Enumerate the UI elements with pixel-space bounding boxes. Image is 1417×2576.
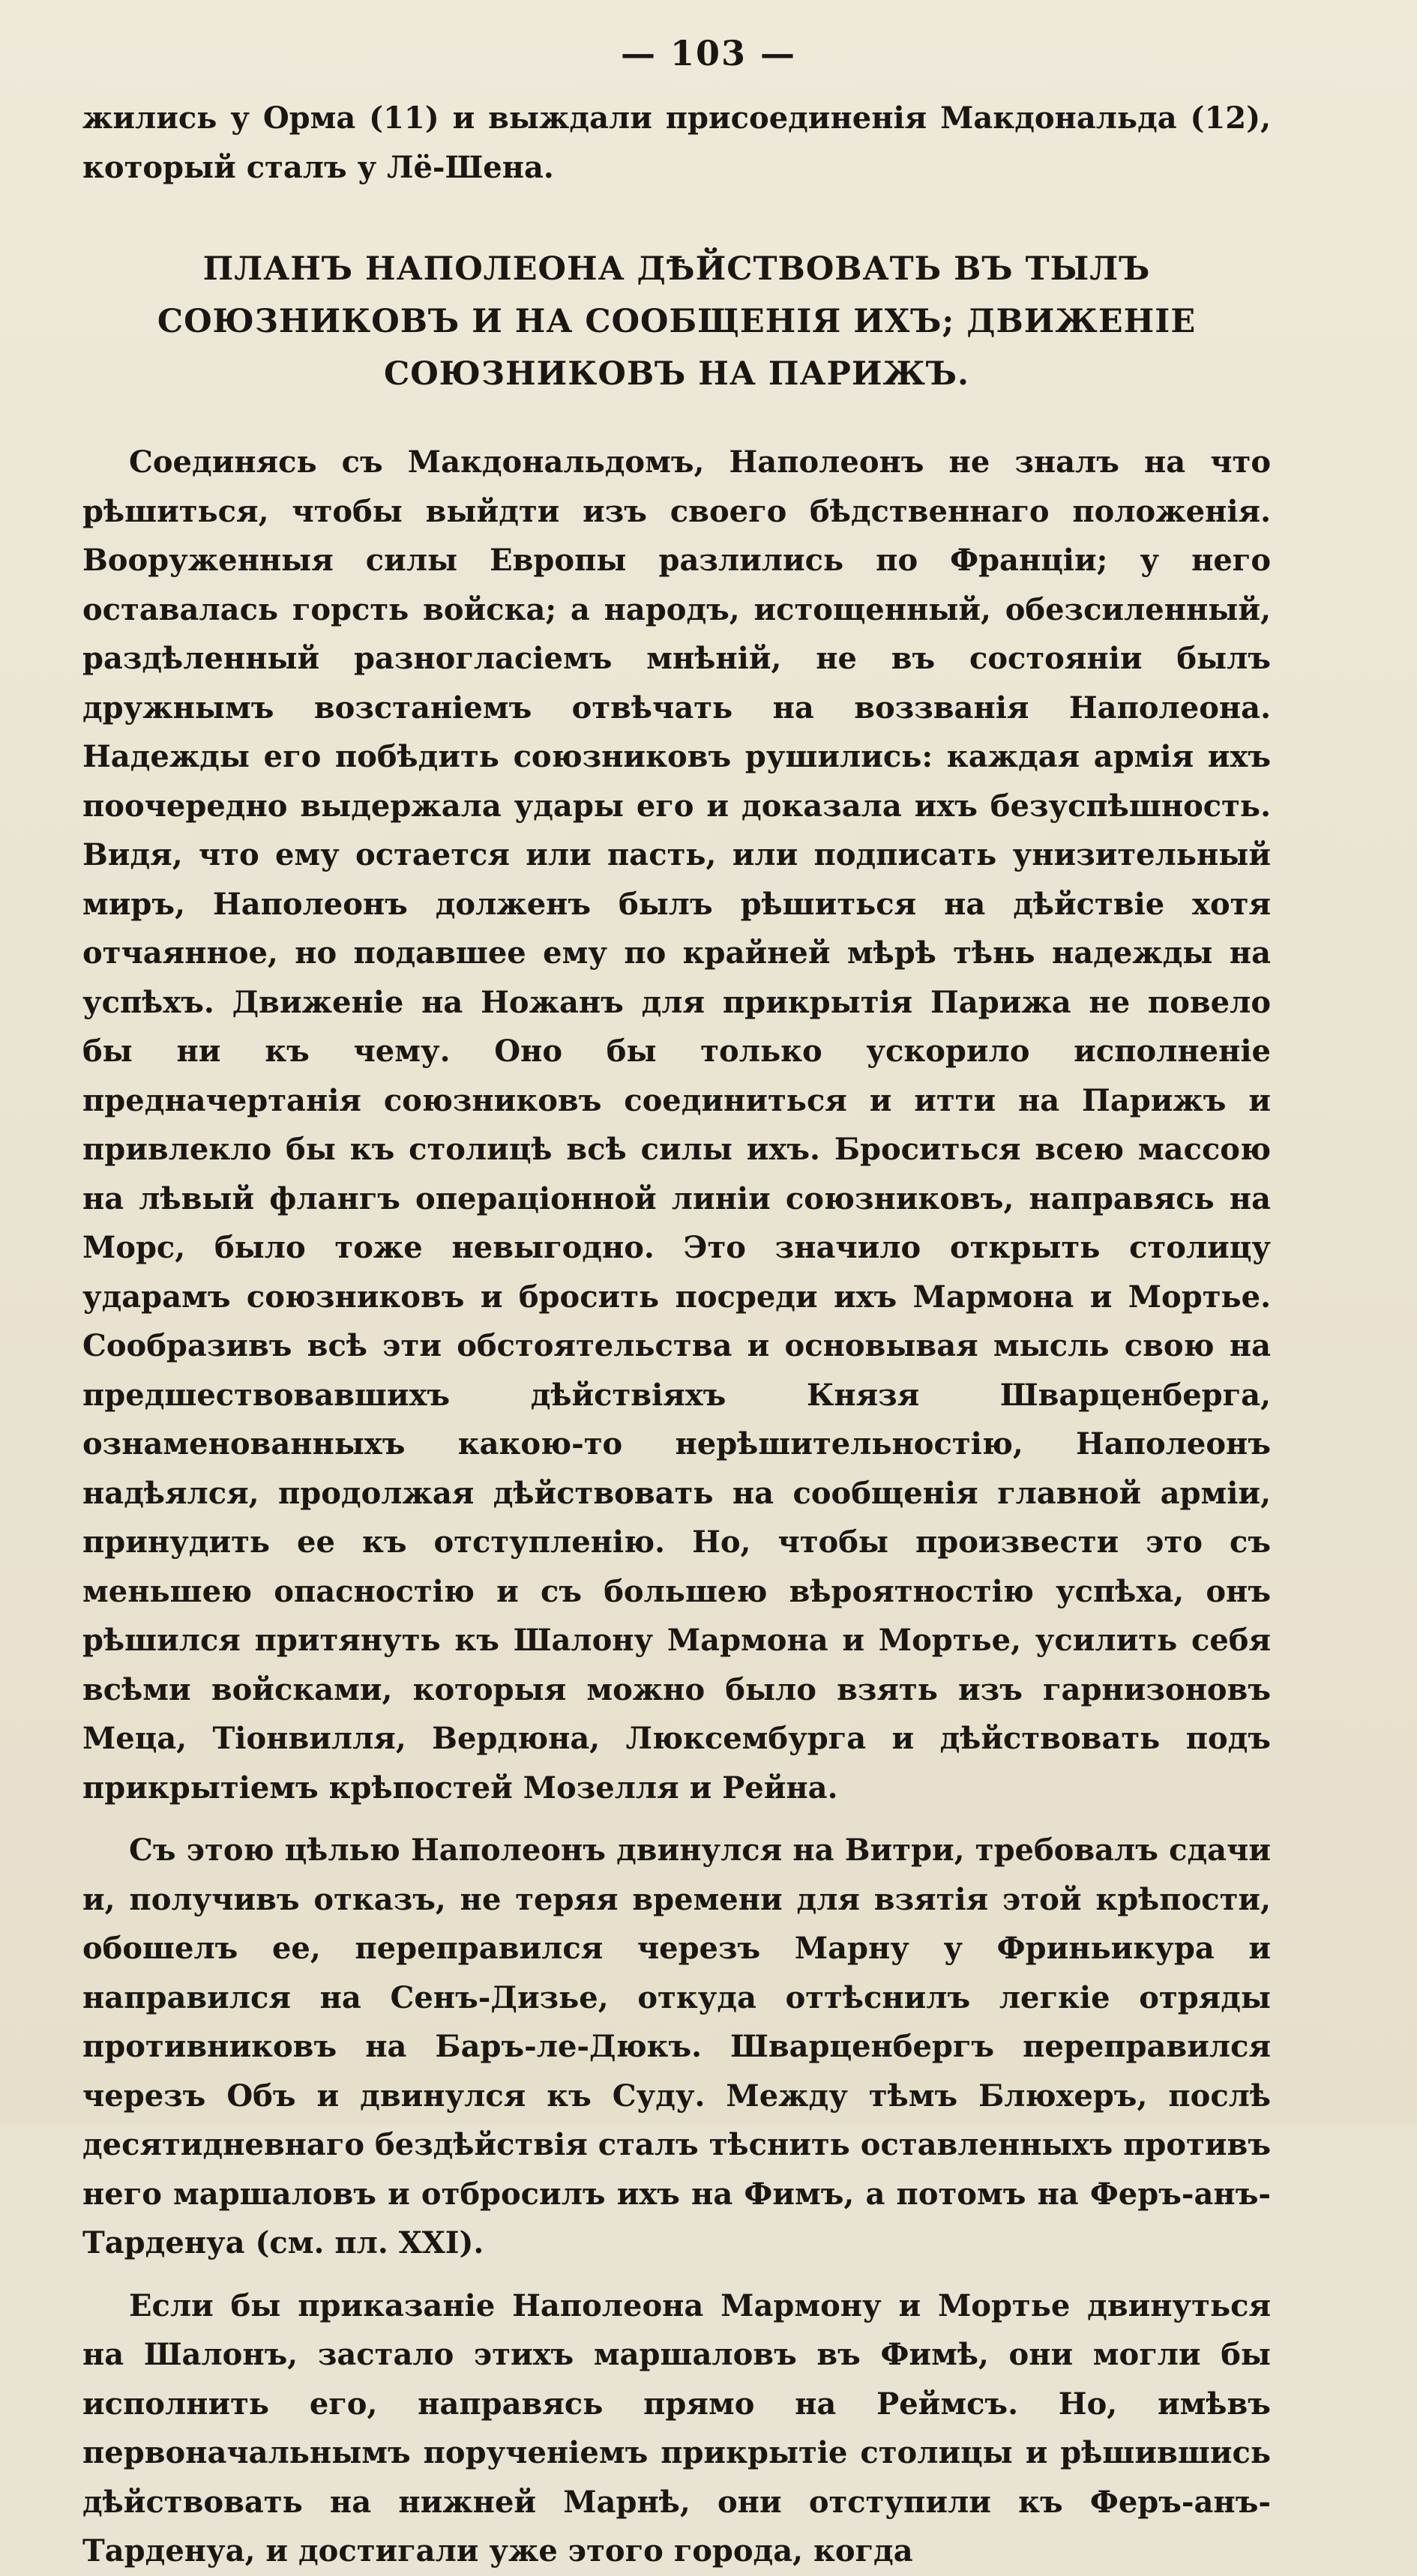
body-paragraph-1: Соединясь съ Макдональдомъ, Наполеонъ не зналъ на что рѣшиться, чтобы выйдти изъ своего бѣдственнаго положенія. Вооруженныя силы Европы разлились по Франціи; у него оставалась горсть войска; а народъ, истощенный, обезсиленный, раздѣленный разногласіемъ мнѣній, не въ состояніи былъ дружнымъ возстаніемъ отвѣчать на воззванія Наполеона. Надежды его побѣдить союзниковъ рушились: каждая армія ихъ поочередно выдержала удары его и доказала ихъ безуспѣшность. Видя, что ему остается или пасть, или подписать унизительный миръ, Наполеонъ долженъ былъ рѣшиться на дѣйствіе хотя отчаянное, но подавшее ему по крайней мѣрѣ тѣнь надежды на успѣхъ. Движеніе на Ножанъ для прикрытія Парижа не повело бы ни къ чему. Оно бы только ускорило исполненіе предначертанія союзниковъ соединиться и итти на Парижъ и привлекло бы къ столицѣ всѣ силы ихъ. Броситься всею массою на лѣвый флангъ операціонной линіи союзниковъ, направясь на Морс, было тоже невыгодно. Это значило открыть столицу ударамъ союзниковъ и бросить посреди ихъ Мармона и Мортье. Сообразивъ всѣ эти обстоятельства и основывая мысль свою на предшествовавшихъ дѣйствіяхъ Князя Шварценберга, ознаменованныхъ какою-то нерѣшительностію, Наполеонъ надѣялся, продолжая дѣйствовать на сообщенія главной арміи, принудить ее къ отступленію. Но, чтобы произвести это съ меньшею опасностію и съ большею вѣроятностію успѣха, онъ рѣшился притянуть къ Шалону Мармона и Мортье, усилить себя всѣми войсками, которыя можно было взять изъ гарнизоновъ Меца, Тіонвилля, Вердюна, Люксембурга и дѣйствовать подъ прикрытіемъ крѣпостей Мозелля и Рейна. [82,444,1271,1806]
page-number: — 103 — [620,33,797,73]
section-heading: ПЛАНЪ НАПОЛЕОНА ДѢЙСТВОВАТЬ ВЪ ТЫЛЪ СОЮЗНИКОВЪ И НА СООБЩЕНІЯ ИХЪ; ДВИЖЕНІЕ СОЮЗНИКОВЪ НА ПАРИЖЪ. [157,250,1197,393]
body-paragraph-3: Если бы приказаніе Наполеона Мармону и Мортье двинуться на Шалонъ, застало этихъ маршаловъ въ Фимѣ, они могли бы исполнить его, направясь прямо на Реймсъ. Но, имѣвъ первоначальнымъ порученіемъ прикрытіе столицы и рѣшившись дѣйствовать на нижней Марнѣ, они отступили къ Феръ-анъ-Тарденуа, и достигали уже этого города, когда [82,2287,1271,2569]
page-content [82,94,1271,2576]
body-paragraph-2: Съ этою цѣлью Наполеонъ двинулся на Витри, требовалъ сдачи и, получивъ отказъ, не теряя времени для взятія этой крѣпости, обошелъ ее, переправился черезъ Марну у Фриньикура и направился на Сенъ-Дизье, откуда оттѣснилъ легкіе отряды противниковъ на Баръ-ле-Дюкъ. Шварценбергъ переправился черезъ Объ и двинулся къ Суду. Между тѣмъ Блюхеръ, послѣ десятидневнаго бездѣйствія сталъ тѣснить оставленныхъ противъ него маршаловъ и отбросилъ ихъ на Фимъ, а потомъ на Феръ-анъ-Тарденуа (см. пл. XXI). [82,1833,1271,2260]
intro-paragraph: жились у Орма (11) и выждали присоединенія Макдональда (12), который сталъ у Лё-Шена. [82,100,1271,185]
